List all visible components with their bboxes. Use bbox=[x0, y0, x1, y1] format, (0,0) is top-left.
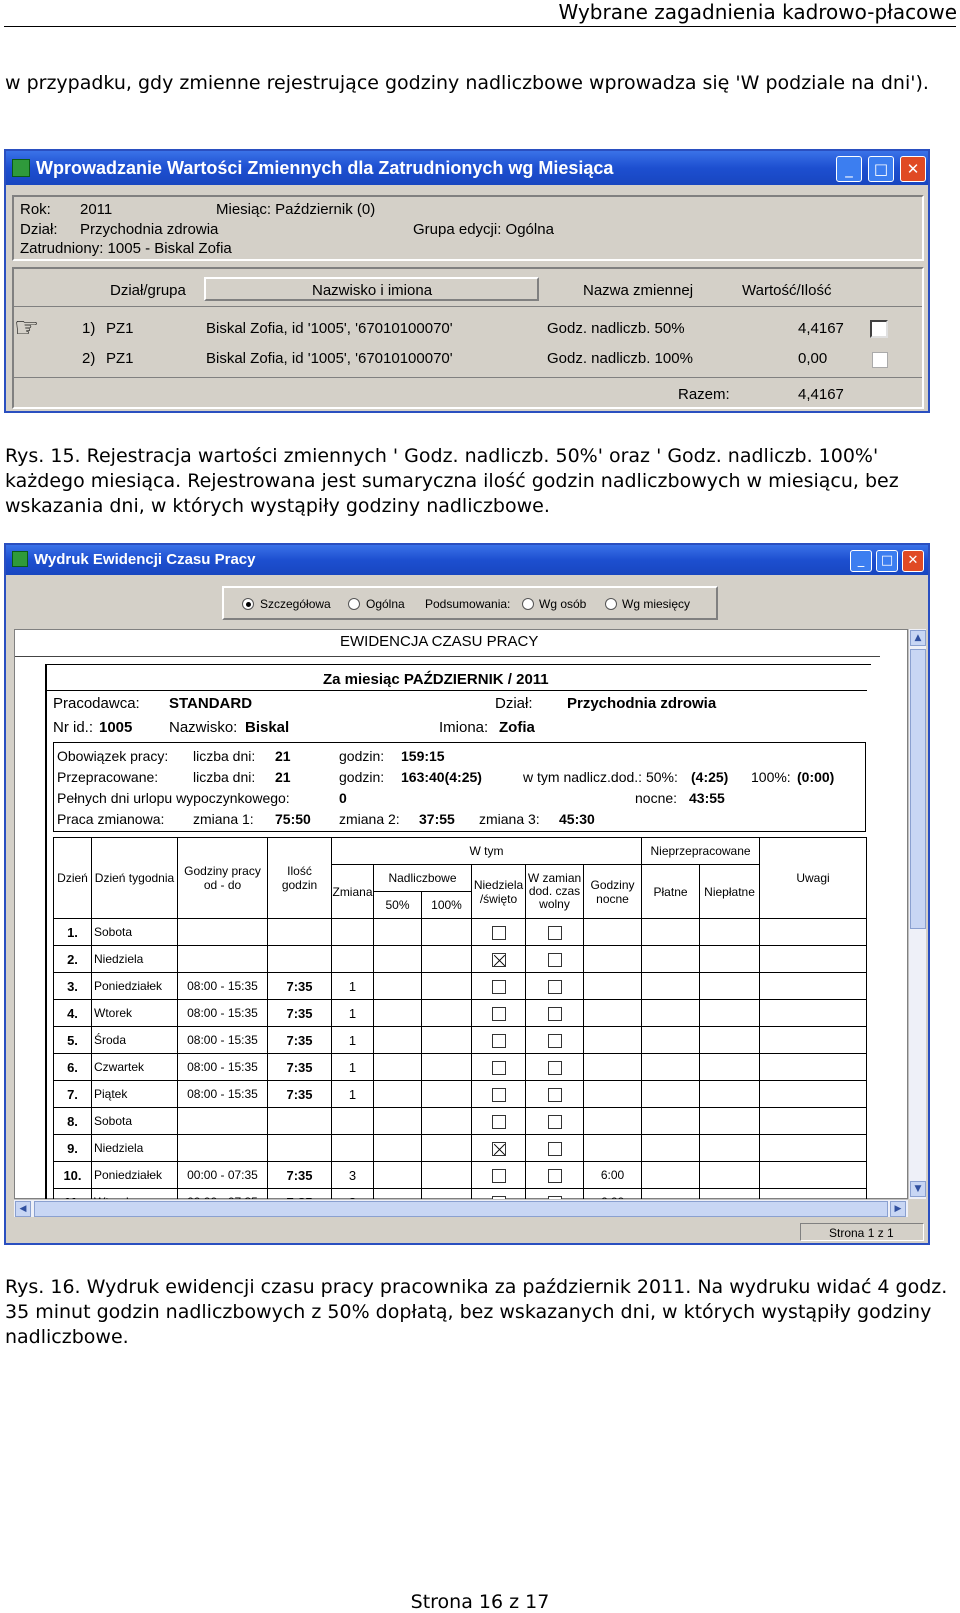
row-1-dzial[interactable]: PZ1 bbox=[106, 320, 134, 337]
cell-shift bbox=[332, 919, 374, 946]
header-godziny-pracy bbox=[178, 838, 268, 919]
cell-count bbox=[268, 1108, 332, 1135]
minimize-button[interactable]: _ bbox=[836, 156, 862, 182]
status-bar-page bbox=[800, 1223, 924, 1241]
radio-szczegolowa[interactable] bbox=[242, 598, 254, 610]
header-swieto-label: /święto bbox=[479, 891, 518, 906]
sunday-checkbox bbox=[492, 1142, 506, 1156]
time-off-checkbox bbox=[548, 1007, 562, 1021]
zmiana-3-label: zmiana 3: bbox=[479, 811, 540, 827]
cell-sunday bbox=[472, 1054, 526, 1081]
cell-shift: 3 bbox=[332, 1162, 374, 1189]
cell-day: 9. bbox=[54, 1135, 92, 1162]
cell-100 bbox=[422, 1162, 472, 1189]
cell-time-off bbox=[526, 1000, 584, 1027]
dzial-value: Przychodnia zdrowia bbox=[80, 221, 219, 238]
header-dzien-tygodnia: Dzień tygodnia bbox=[92, 838, 178, 919]
month-rule bbox=[47, 690, 867, 691]
time-off-checkbox bbox=[548, 1142, 562, 1156]
cell-hours: 08:00 - 15:35 bbox=[178, 1027, 268, 1054]
zmiana-2-value: 37:55 bbox=[419, 811, 455, 827]
cell-paid bbox=[642, 919, 700, 946]
nazwisko-label: Nazwisko: bbox=[169, 719, 238, 736]
cell-paid bbox=[642, 1108, 700, 1135]
cell-time-off bbox=[526, 1108, 584, 1135]
cell-count: 7:35 bbox=[268, 973, 332, 1000]
cell-shift bbox=[332, 946, 374, 973]
cell-paid bbox=[642, 973, 700, 1000]
cell-count: 7:35 bbox=[268, 1162, 332, 1189]
cell-sunday bbox=[472, 1081, 526, 1108]
time-off-checkbox bbox=[548, 980, 562, 994]
radio-wg-miesiecy-label[interactable]: Wg miesięcy bbox=[622, 597, 691, 611]
month-title: Za miesiąc PAŹDZIERNIK / 2011 bbox=[323, 671, 549, 688]
header-50: 50% bbox=[374, 892, 422, 919]
column-header-dzial[interactable]: Dział/grupa bbox=[110, 282, 186, 299]
row-1-checkbox[interactable] bbox=[870, 320, 888, 338]
cell-day: 5. bbox=[54, 1027, 92, 1054]
cell-night bbox=[584, 1108, 642, 1135]
cell-sunday bbox=[472, 973, 526, 1000]
time-off-checkbox bbox=[548, 1034, 562, 1048]
horizontal-scrollbar[interactable] bbox=[14, 1199, 908, 1217]
cell-sunday bbox=[472, 1000, 526, 1027]
cell-time-off bbox=[526, 1054, 584, 1081]
cell-night bbox=[584, 1081, 642, 1108]
print-window bbox=[4, 543, 930, 1245]
cell-100 bbox=[422, 1054, 472, 1081]
zmianowa-label: Praca zmianowa: bbox=[57, 811, 165, 827]
cell-paid bbox=[642, 946, 700, 973]
scroll-left-arrow-icon[interactable]: ◀ bbox=[15, 1201, 31, 1217]
obowiazek-dni-value: 21 bbox=[275, 748, 291, 764]
cell-100 bbox=[422, 1108, 472, 1135]
header-dzien: Dzień bbox=[54, 838, 92, 919]
row-1-nr: 1) bbox=[82, 320, 96, 337]
sunday-checkbox bbox=[492, 1061, 506, 1075]
rok-value: 2011 bbox=[80, 201, 113, 218]
cell-unpaid bbox=[700, 1054, 760, 1081]
cell-day: 2. bbox=[54, 946, 92, 973]
header-zmiana: Zmiana bbox=[332, 865, 374, 919]
table-row bbox=[54, 1081, 867, 1108]
sunday-checkbox bbox=[492, 980, 506, 994]
page-status: Strona 1 z 1 bbox=[829, 1226, 894, 1240]
cell-paid bbox=[642, 1162, 700, 1189]
cell-50 bbox=[374, 1081, 422, 1108]
cell-unpaid bbox=[700, 919, 760, 946]
time-off-checkbox bbox=[548, 1115, 562, 1129]
radio-wg-miesiecy[interactable] bbox=[605, 598, 617, 610]
cell-shift bbox=[332, 1108, 374, 1135]
cell-unpaid bbox=[700, 946, 760, 973]
time-off-checkbox bbox=[548, 953, 562, 967]
cell-paid bbox=[642, 1000, 700, 1027]
cell-night bbox=[584, 946, 642, 973]
row-2-dzial[interactable]: PZ1 bbox=[106, 350, 134, 367]
report-dzial-value: Przychodnia zdrowia bbox=[567, 695, 717, 712]
table-row bbox=[54, 1000, 867, 1027]
cell-day: 1. bbox=[54, 919, 92, 946]
row-2-nr: 2) bbox=[82, 350, 96, 367]
cell-night bbox=[584, 919, 642, 946]
time-off-checkbox bbox=[548, 1061, 562, 1075]
vertical-scrollbar[interactable] bbox=[908, 629, 926, 1199]
report-preview[interactable] bbox=[14, 629, 908, 1199]
razem-label: Razem: bbox=[678, 386, 730, 403]
cell-50 bbox=[374, 919, 422, 946]
cell-100 bbox=[422, 919, 472, 946]
nadliczbowe-50-label: w tym nadlicz.dod.: 50%: bbox=[523, 769, 678, 785]
header-100: 100% bbox=[422, 892, 472, 919]
close-button[interactable]: ✕ bbox=[900, 156, 926, 182]
page-header: Wybrane zagadnienia kadrowo-płacowe bbox=[558, 0, 957, 24]
cell-unpaid bbox=[700, 1027, 760, 1054]
cell-shift: 1 bbox=[332, 1027, 374, 1054]
table-row bbox=[54, 1162, 867, 1189]
urlop-label: Pełnych dni urlopu wypoczynkowego: bbox=[57, 790, 290, 806]
cell-50 bbox=[374, 1135, 422, 1162]
total-divider bbox=[14, 377, 922, 378]
table-row bbox=[54, 1054, 867, 1081]
header-od-do-label: od - do bbox=[203, 878, 242, 892]
header-godzin-label: godzin bbox=[281, 878, 318, 892]
zmiana-2-label: zmiana 2: bbox=[339, 811, 400, 827]
cell-time-off bbox=[526, 919, 584, 946]
cell-sunday bbox=[472, 1135, 526, 1162]
zmiana-1-value: 75:50 bbox=[275, 811, 311, 827]
app-icon bbox=[12, 159, 30, 177]
row-pointer-hand-icon: ☞ bbox=[14, 311, 40, 344]
header-wolny-label: wolny bbox=[539, 897, 570, 911]
cell-weekday: Niedziela bbox=[92, 1135, 178, 1162]
cell-100 bbox=[422, 1027, 472, 1054]
podsumowania-label: Podsumowania: bbox=[425, 597, 511, 611]
table-row bbox=[54, 973, 867, 1000]
radio-ogolna[interactable] bbox=[348, 598, 360, 610]
cell-hours bbox=[178, 919, 268, 946]
cell-notes bbox=[760, 1135, 867, 1162]
radio-wg-osob[interactable] bbox=[522, 598, 534, 610]
time-record-table bbox=[53, 837, 867, 1216]
cell-100 bbox=[422, 1081, 472, 1108]
cell-day: 8. bbox=[54, 1108, 92, 1135]
obowiazek-dni-label: liczba dni: bbox=[193, 748, 256, 764]
cell-time-off bbox=[526, 1135, 584, 1162]
row-1-zmienna[interactable]: Godz. nadliczb. 50% bbox=[547, 320, 685, 337]
row-1-osoba[interactable]: Biskal Zofia, id '1005', '67010100070' bbox=[206, 320, 453, 337]
imiona-label: Imiona: bbox=[439, 719, 489, 736]
cell-night bbox=[584, 1054, 642, 1081]
miesiac-text: Miesiąc: Październik (0) bbox=[216, 201, 376, 218]
print-window-titlebar[interactable] bbox=[6, 545, 928, 575]
header-ilosc-label: Ilość bbox=[287, 864, 312, 878]
cell-paid bbox=[642, 1081, 700, 1108]
nadliczbowe-100-label: 100%: bbox=[751, 769, 791, 785]
scroll-up-arrow-icon[interactable]: ▲ bbox=[910, 630, 926, 646]
radio-ogolna-label[interactable]: Ogólna bbox=[366, 597, 405, 611]
cell-weekday: Poniedziałek bbox=[92, 973, 178, 1000]
razem-value: 4,4167 bbox=[798, 386, 844, 403]
rok-label: Rok: bbox=[20, 201, 51, 218]
cell-sunday bbox=[472, 946, 526, 973]
header-nieprzepracowane: Nieprzepracowane bbox=[642, 838, 760, 865]
time-record-rows bbox=[54, 919, 867, 1216]
cell-unpaid bbox=[700, 1162, 760, 1189]
cell-paid bbox=[642, 1027, 700, 1054]
cell-50 bbox=[374, 946, 422, 973]
cell-night bbox=[584, 1027, 642, 1054]
nadliczbowe-50-value: (4:25) bbox=[691, 769, 729, 785]
dzial-label: Dział: bbox=[20, 221, 58, 238]
header-w-zamian bbox=[526, 865, 584, 919]
cell-count bbox=[268, 946, 332, 973]
cell-unpaid bbox=[700, 1135, 760, 1162]
cell-unpaid bbox=[700, 973, 760, 1000]
cell-count bbox=[268, 1135, 332, 1162]
cell-100 bbox=[422, 1135, 472, 1162]
cell-hours: 08:00 - 15:35 bbox=[178, 1054, 268, 1081]
sunday-checkbox bbox=[492, 1088, 506, 1102]
scroll-thumb[interactable] bbox=[910, 649, 926, 929]
scroll-right-arrow-icon[interactable]: ▶ bbox=[890, 1201, 906, 1217]
przepracowane-dni-label: liczba dni: bbox=[193, 769, 256, 785]
scroll-down-arrow-icon[interactable]: ▼ bbox=[910, 1181, 926, 1197]
table-row bbox=[54, 1027, 867, 1054]
cell-weekday: Poniedziałek bbox=[92, 1162, 178, 1189]
zatrudniony-text: Zatrudniony: 1005 - Biskal Zofia bbox=[20, 240, 232, 257]
cell-hours: 08:00 - 15:35 bbox=[178, 973, 268, 1000]
header-nadliczbowe: Nadliczbowe bbox=[374, 865, 472, 892]
cell-50 bbox=[374, 1027, 422, 1054]
cell-hours bbox=[178, 1135, 268, 1162]
cell-weekday: Sobota bbox=[92, 919, 178, 946]
maximize-button[interactable]: □ bbox=[876, 550, 898, 572]
cell-50 bbox=[374, 1054, 422, 1081]
sunday-checkbox bbox=[492, 953, 506, 967]
imiona-value: Zofia bbox=[499, 719, 535, 736]
intro-paragraph: w przypadku, gdy zmienne rejestrujące godziny nadliczbowe wprowadza się 'W podziale na dni'). bbox=[5, 72, 929, 94]
cell-count: 7:35 bbox=[268, 1000, 332, 1027]
cell-weekday: Niedziela bbox=[92, 946, 178, 973]
header-niedziela-swieto bbox=[472, 865, 526, 919]
row-2-checkbox[interactable] bbox=[872, 352, 888, 368]
sunday-checkbox bbox=[492, 1115, 506, 1129]
maximize-button[interactable]: □ bbox=[868, 156, 894, 182]
cell-time-off bbox=[526, 1027, 584, 1054]
time-off-checkbox bbox=[548, 1088, 562, 1102]
sunday-checkbox bbox=[492, 1007, 506, 1021]
cell-day: 3. bbox=[54, 973, 92, 1000]
przepracowane-dni-value: 21 bbox=[275, 769, 291, 785]
cell-notes bbox=[760, 1027, 867, 1054]
cell-count: 7:35 bbox=[268, 1081, 332, 1108]
cell-shift: 1 bbox=[332, 1000, 374, 1027]
header-niedziela-label: Niedziela bbox=[473, 877, 524, 892]
table-row bbox=[54, 919, 867, 946]
cell-notes bbox=[760, 1054, 867, 1081]
cell-unpaid bbox=[700, 1000, 760, 1027]
cell-night bbox=[584, 1135, 642, 1162]
cell-notes bbox=[760, 919, 867, 946]
cell-hours: 00:00 - 07:35 bbox=[178, 1162, 268, 1189]
grupa-text: Grupa edycji: Ogólna bbox=[413, 221, 554, 238]
cell-night bbox=[584, 1000, 642, 1027]
cell-day: 6. bbox=[54, 1054, 92, 1081]
variables-window-title: Wprowadzanie Wartości Zmiennych dla Zatrudnionych wg Miesiąca bbox=[36, 158, 614, 178]
cell-night bbox=[584, 973, 642, 1000]
title-rule bbox=[15, 656, 880, 657]
nocne-value: 43:55 bbox=[689, 790, 725, 806]
variables-window bbox=[4, 149, 930, 413]
header-dod-czas-label: dod. czas bbox=[528, 884, 581, 898]
pracodawca-label: Pracodawca: bbox=[53, 695, 140, 712]
cell-weekday: Piątek bbox=[92, 1081, 178, 1108]
cell-100 bbox=[422, 1000, 472, 1027]
cell-notes bbox=[760, 1108, 867, 1135]
nadliczbowe-100-value: (0:00) bbox=[797, 769, 835, 785]
cell-weekday: Sobota bbox=[92, 1108, 178, 1135]
app-icon bbox=[12, 551, 28, 567]
cell-day: 4. bbox=[54, 1000, 92, 1027]
header-nocne-label: nocne bbox=[596, 891, 629, 906]
cell-time-off bbox=[526, 973, 584, 1000]
cell-hours bbox=[178, 1108, 268, 1135]
cell-count: 7:35 bbox=[268, 1054, 332, 1081]
page-footer: Strona 16 z 17 bbox=[410, 1591, 550, 1613]
cell-day: 10. bbox=[54, 1162, 92, 1189]
table-row bbox=[54, 1135, 867, 1162]
urlop-value: 0 bbox=[339, 790, 347, 806]
cell-shift: 1 bbox=[332, 1054, 374, 1081]
header-godziny-label: Godziny bbox=[590, 877, 635, 892]
cell-hours bbox=[178, 946, 268, 973]
przepracowane-godzin-label: godzin: bbox=[339, 769, 385, 785]
cell-50 bbox=[374, 1162, 422, 1189]
summary-box bbox=[53, 742, 866, 832]
radio-szczegolowa-label[interactable]: Szczegółowa bbox=[260, 597, 331, 611]
obowiazek-label: Obowiązek pracy: bbox=[57, 748, 169, 764]
row-1-wartosc[interactable]: 4,4167 bbox=[798, 320, 844, 337]
cell-count: 7:35 bbox=[268, 1027, 332, 1054]
column-header-zmienna[interactable]: Nazwa zmiennej bbox=[583, 282, 694, 299]
horizontal-scroll-thumb[interactable] bbox=[34, 1201, 888, 1217]
cell-shift: 1 bbox=[332, 1081, 374, 1108]
cell-sunday bbox=[472, 1027, 526, 1054]
cell-time-off bbox=[526, 1162, 584, 1189]
cell-day: 7. bbox=[54, 1081, 92, 1108]
nr-id-value: 1005 bbox=[99, 719, 133, 736]
cell-unpaid bbox=[700, 1108, 760, 1135]
cell-weekday: Środa bbox=[92, 1027, 178, 1054]
cell-shift: 1 bbox=[332, 973, 374, 1000]
cell-notes bbox=[760, 1081, 867, 1108]
cell-sunday bbox=[472, 919, 526, 946]
caption-figure-15: Rys. 15. Rejestracja wartości zmiennych ' Godz. nadliczb. 50%' oraz ' Godz. nadliczb. 100%' każdego miesiąca. Rejestrowana jest sumaryczna ilość godzin nadliczbowych w miesiącu, bez wskazania dni, w których wystąpiły godziny nadliczbowe. bbox=[5, 445, 899, 517]
header-platne: Płatne bbox=[642, 865, 700, 919]
time-off-checkbox bbox=[548, 1169, 562, 1183]
nocne-label: nocne: bbox=[635, 790, 678, 806]
header-ilosc-godzin bbox=[268, 838, 332, 919]
obowiazek-godzin-label: godzin: bbox=[339, 748, 385, 764]
cell-50 bbox=[374, 1000, 422, 1027]
przepracowane-godzin-value: 163:40(4:25) bbox=[401, 769, 482, 785]
cell-notes bbox=[760, 1000, 867, 1027]
cell-paid bbox=[642, 1054, 700, 1081]
cell-paid bbox=[642, 1135, 700, 1162]
header-uwagi: Uwagi bbox=[760, 838, 867, 919]
zmiana-3-value: 45:30 bbox=[559, 811, 595, 827]
cell-50 bbox=[374, 1108, 422, 1135]
column-header-nazwisko[interactable]: Nazwisko i imiona bbox=[312, 282, 433, 299]
table-row bbox=[54, 1108, 867, 1135]
list-header-divider bbox=[14, 306, 922, 307]
radio-wg-osob-label[interactable]: Wg osób bbox=[539, 597, 587, 611]
header-godziny-nocne bbox=[584, 865, 642, 919]
sunday-checkbox bbox=[492, 1034, 506, 1048]
header-nieplatne: Niepłatne bbox=[700, 865, 760, 919]
cell-sunday bbox=[472, 1162, 526, 1189]
obowiazek-godzin-value: 159:15 bbox=[401, 748, 445, 764]
cell-time-off bbox=[526, 946, 584, 973]
time-off-checkbox bbox=[548, 926, 562, 940]
cell-notes bbox=[760, 1162, 867, 1189]
sunday-checkbox bbox=[492, 1169, 506, 1183]
header-godziny-pracy-label: Godziny pracy bbox=[184, 864, 261, 878]
cell-hours: 08:00 - 15:35 bbox=[178, 1000, 268, 1027]
minimize-button[interactable]: _ bbox=[850, 550, 872, 572]
sunday-checkbox bbox=[492, 926, 506, 940]
print-window-title: Wydruk Ewidencji Czasu Pracy bbox=[34, 551, 256, 568]
przepracowane-label: Przepracowane: bbox=[57, 769, 159, 785]
cell-count bbox=[268, 919, 332, 946]
cell-shift bbox=[332, 1135, 374, 1162]
header-w-tym: W tym bbox=[332, 838, 642, 865]
variables-window-titlebar[interactable] bbox=[6, 151, 928, 185]
report-title: EWIDENCJA CZASU PRACY bbox=[340, 633, 539, 650]
caption-figure-16: Rys. 16. Wydruk ewidencji czasu pracy pracownika za październik 2011. Na wydruku widać 4 godz. 35 minut godzin nadliczbowych z 50% dopłatą, bez wskazanych dni, w których wystąpiły godziny nadliczbowe. bbox=[5, 1276, 948, 1348]
zmiana-1-label: zmiana 1: bbox=[193, 811, 254, 827]
row-2-zmienna[interactable]: Godz. nadliczb. 100% bbox=[547, 350, 693, 367]
cell-time-off bbox=[526, 1081, 584, 1108]
cell-notes bbox=[760, 973, 867, 1000]
cell-sunday bbox=[472, 1108, 526, 1135]
nazwisko-value: Biskal bbox=[245, 719, 290, 736]
table-row bbox=[54, 946, 867, 973]
cell-weekday: Czwartek bbox=[92, 1054, 178, 1081]
cell-100 bbox=[422, 946, 472, 973]
cell-weekday: Wtorek bbox=[92, 1000, 178, 1027]
row-2-wartosc[interactable]: 0,00 bbox=[798, 350, 828, 367]
row-2-osoba[interactable]: Biskal Zofia, id '1005', '67010100070' bbox=[206, 350, 453, 367]
close-button[interactable]: ✕ bbox=[902, 550, 924, 572]
cell-hours: 08:00 - 15:35 bbox=[178, 1081, 268, 1108]
cell-100 bbox=[422, 973, 472, 1000]
cell-unpaid bbox=[700, 1081, 760, 1108]
cell-notes bbox=[760, 946, 867, 973]
nr-id-label: Nr id.: bbox=[53, 719, 94, 736]
cell-night: 6:00 bbox=[584, 1162, 642, 1189]
pracodawca-value: STANDARD bbox=[169, 695, 253, 712]
header-w-zamian-label: W zamian bbox=[527, 871, 582, 885]
cell-50 bbox=[374, 973, 422, 1000]
report-dzial-label: Dział: bbox=[495, 695, 533, 712]
column-header-wartosc[interactable]: Wartość/Ilość bbox=[742, 282, 832, 299]
header-divider bbox=[4, 26, 956, 27]
